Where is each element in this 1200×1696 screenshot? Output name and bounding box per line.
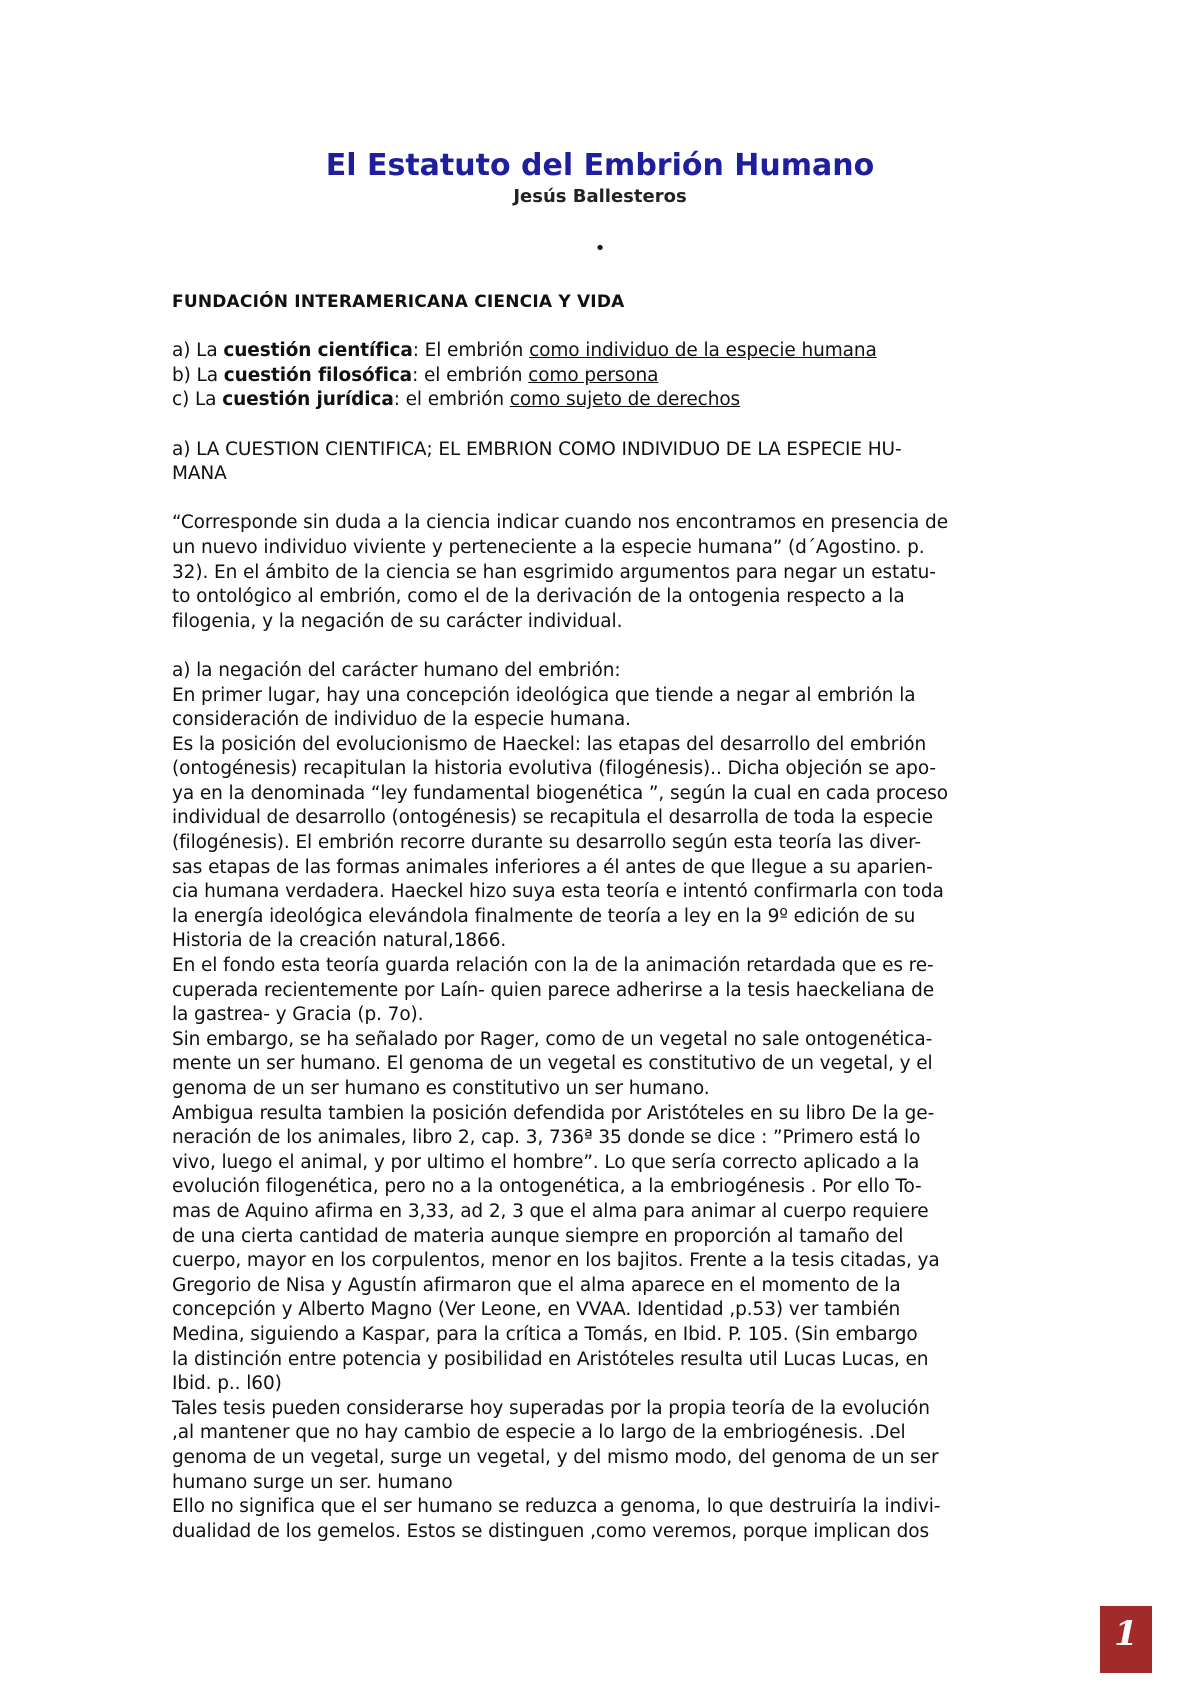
text-line: mas de Aquino afirma en 3,33, ad 2, 3 que el alma para animar al cuerpo requiere [172, 1200, 929, 1222]
text-line: mente un ser humano. El genoma de un vegetal es constitutivo de un vegetal, y el [172, 1053, 933, 1075]
outline-mid: : el embrión [412, 364, 529, 386]
text-line: En el fondo esta teoría guarda relación con la de la animación retardada que es re- [172, 955, 934, 977]
document-title: El Estatuto del Embrión Humano [325, 148, 875, 183]
outline-prefix: c) La [172, 389, 223, 411]
text-line: humano surge un ser. humano [172, 1471, 453, 1493]
text-line: concepción y Alberto Magno (Ver Leone, en VVAA. Identidad ,p.53) ver también [172, 1299, 901, 1321]
text-line: individual de desarrollo (ontogénesis) se recapitula el desarrolla de toda la especie [172, 807, 933, 829]
text-line: “Corresponde sin duda a la ciencia indicar cuando nos encontramos en presencia de [172, 512, 948, 534]
text-line: Ambigua resulta tambien la posición defendida por Aristóteles en su libro De la ge- [172, 1102, 935, 1124]
text-line: MANA [172, 463, 227, 485]
text-line: Ello no significa que el ser humano se reduzca a genoma, lo que destruiría la indivi- [172, 1496, 941, 1518]
outline-item-a [172, 339, 1038, 364]
text-line: un nuevo individuo viviente y perteneciente a la especie humana” (d´Agostino. p. [172, 536, 925, 558]
text-line: a) la negación del carácter humano del embrión: [172, 659, 621, 681]
text-line: 32). En el ámbito de la ciencia se han esgrimido argumentos para negar un estatu- [172, 561, 936, 583]
body-text [172, 659, 1038, 1544]
text-line: la energía ideológica elevándola finalmente de teoría a ley en la 9º edición de su [172, 905, 916, 927]
text-line: ,al mantener que no hay cambio de especie a lo largo de la embriogénesis. .Del [172, 1422, 906, 1444]
text-line: la distinción entre potencia y posibilidad en Aristóteles resulta util Lucas Lucas, en [172, 1348, 929, 1370]
quote-paragraph [172, 511, 1038, 634]
text-line: filogenia, y la negación de su carácter individual. [172, 610, 623, 632]
outline-underlined: como individuo de la especie humana [529, 340, 877, 362]
organization-heading: FUNDACIÓN INTERAMERICANA CIENCIA Y VIDA [172, 292, 625, 312]
text-line: de una cierta cantidad de materia aunque siempre en proporción al tamaño del [172, 1225, 904, 1247]
outline-prefix: b) La [172, 364, 224, 386]
text-line: cia humana verdadera. Haeckel hizo suya esta teoría e intentó confirmarla con toda [172, 881, 944, 903]
text-line: Es la posición del evolucionismo de Haeckel: las etapas del desarrollo del embrión [172, 733, 927, 755]
text-line: genoma de un vegetal, surge un vegetal, y del mismo modo, del genoma de un ser [172, 1446, 939, 1468]
text-line: cuperada recientemente por Laín- quien parece adherirse a la tesis haeckeliana de [172, 979, 935, 1001]
text-line: consideración de individuo de la especie humana. [172, 709, 631, 731]
outline-bold: cuestión científica [223, 340, 413, 362]
bullet-separator: • [594, 238, 606, 259]
text-line: evolución filogenética, pero no a la ontogenética, a la embriogénesis . Por ello To- [172, 1176, 922, 1198]
outline-item-b [172, 364, 1038, 389]
page-number-underline [1100, 1670, 1152, 1673]
text-line: sas etapas de las formas animales inferiores a él antes de que llegue a su aparien- [172, 856, 933, 878]
outline-mid: : el embrión [393, 389, 510, 411]
text-line: cuerpo, mayor en los corpulentos, menor en los bajitos. Frente a la tesis citadas, ya [172, 1250, 940, 1272]
outline-bold: cuestión filosófica [223, 364, 413, 386]
text-line: (filogénesis). El embrión recorre durante su desarrollo según esta teoría las diver- [172, 832, 921, 854]
outline-mid: : El embrión [412, 340, 530, 362]
outline-prefix: a) La [172, 340, 224, 362]
text-line: dualidad de los gemelos. Estos se distinguen ,como veremos, porque implican dos [172, 1520, 929, 1542]
text-line: neración de los animales, libro 2, cap. 3, 736ª 35 donde se dice : ”Primero está lo [172, 1127, 921, 1149]
text-line: to ontológico al embrión, como el de la derivación de la ontogenia respecto a la [172, 586, 905, 608]
outline-underlined: como sujeto de derechos [509, 389, 741, 411]
page-number-badge: 1 [1100, 1606, 1152, 1670]
text-line: En primer lugar, hay una concepción ideológica que tiende a negar al embrión la [172, 684, 916, 706]
text-line: Historia de la creación natural,1866. [172, 930, 507, 952]
outline-item-c [172, 388, 1038, 413]
outline-underlined: como persona [528, 364, 659, 386]
section-heading [172, 438, 1038, 487]
author-name: Jesús Ballesteros [513, 186, 687, 207]
text-line: la gastrea- y Gracia (p. 7o). [172, 1004, 424, 1026]
text-line: ya en la denominada “ley fundamental biogenética ”, según la cual en cada proceso [172, 782, 948, 804]
spacer [172, 315, 1038, 340]
text-line: Gregorio de Nisa y Agustín afirmaron que el alma aparece en el momento de la [172, 1274, 901, 1296]
spacer [172, 413, 1038, 438]
text-line: Tales tesis pueden considerarse hoy superadas por la propia teoría de la evolución [172, 1397, 930, 1419]
spacer [172, 634, 1038, 659]
text-line: (ontogénesis) recapitulan la historia evolutiva (filogénesis).. Dicha objeción se apo- [172, 758, 936, 780]
text-line: Medina, siguiendo a Kaspar, para la crítica a Tomás, en Ibid. P. 105. (Sin embargo [172, 1323, 918, 1345]
text-line: Sin embargo, se ha señalado por Rager, como de un vegetal no sale ontogenética- [172, 1028, 933, 1050]
text-line: vivo, luego el animal, y por ultimo el hombre”. Lo que sería correcto aplicado a la [172, 1151, 920, 1173]
text-line: Ibid. p.. l60) [172, 1373, 282, 1395]
spacer [172, 487, 1038, 512]
text-line: a) LA CUESTION CIENTIFICA; EL EMBRION COMO INDIVIDUO DE LA ESPECIE HU- [172, 438, 902, 460]
text-line: genoma de un ser humano es constitutivo un ser humano. [172, 1078, 710, 1099]
document-body [172, 290, 1038, 1544]
outline-bold: cuestión jurídica [222, 389, 394, 411]
